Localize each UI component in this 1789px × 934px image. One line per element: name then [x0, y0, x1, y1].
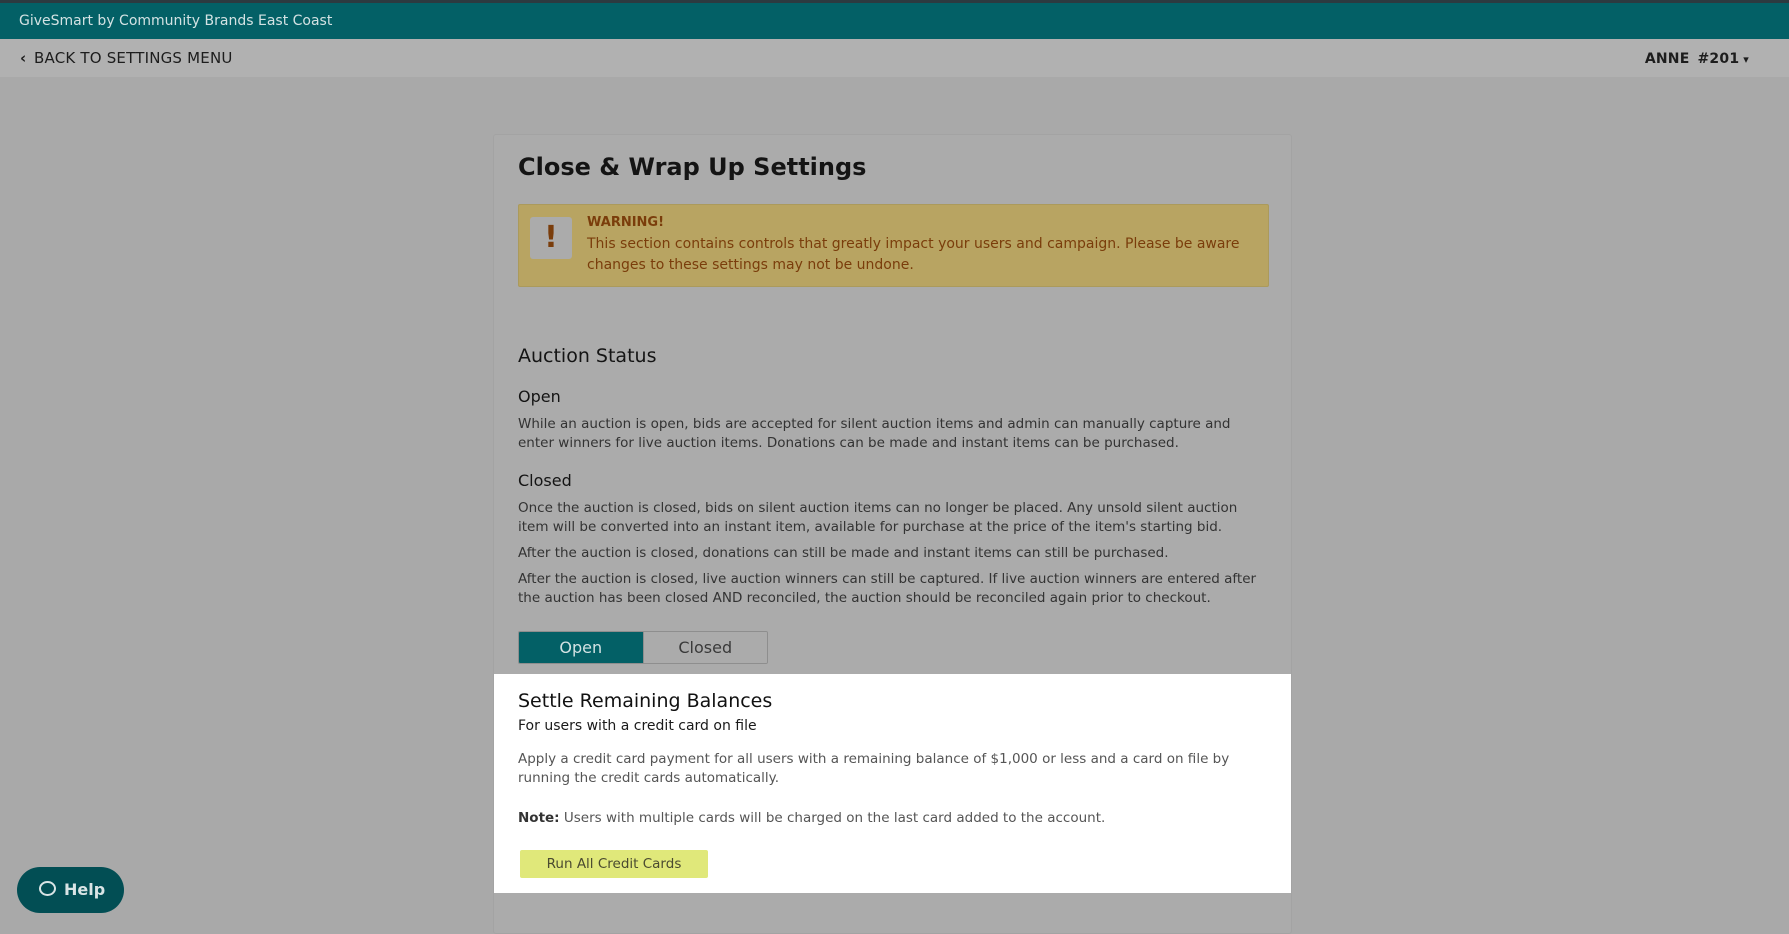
- chat-bubble-icon: [39, 881, 56, 896]
- closed-description-2: After the auction is closed, donations can still be made and instant items can still be purchased.: [518, 545, 1169, 561]
- closed-description-1: Once the auction is closed, bids on silent auction items can no longer be placed. Any unsold silent auction item will be converted into an instant item, available for purchase at the price of the item's starting bid.: [518, 500, 1238, 535]
- page-title: Close & Wrap Up Settings: [518, 153, 867, 181]
- closed-description-3: After the auction is closed, live auction winners can still be captured. If live auction winners are entered after the auction has been closed AND reconciled, the auction should be reconciled again prior to checkout.: [518, 571, 1257, 606]
- note-label: Note:: [518, 810, 560, 826]
- open-heading: Open: [518, 387, 561, 406]
- back-to-settings-link[interactable]: [20, 39, 233, 77]
- exclamation-icon: !: [530, 217, 572, 259]
- closed-heading: Closed: [518, 471, 572, 490]
- user-number: #201: [1697, 51, 1740, 67]
- open-description: While an auction is open, bids are accepted for silent auction items and admin can manually capture and enter winners for live auction items. Donations can be made and instant items can be purchased.: [518, 416, 1231, 451]
- back-link-label: BACK TO SETTINGS MENU: [34, 49, 233, 67]
- sub-navigation: [0, 39, 1789, 77]
- chevron-left-icon: ‹: [20, 49, 27, 67]
- note-text: Users with multiple cards will be charged on the last card added to the account.: [559, 810, 1106, 826]
- auction-status-title: Auction Status: [518, 345, 657, 367]
- user-menu[interactable]: [1645, 39, 1749, 79]
- run-all-credit-cards-button[interactable]: Run All Credit Cards: [520, 850, 708, 878]
- settle-title: Settle Remaining Balances: [518, 690, 773, 712]
- settle-note: [518, 810, 1105, 826]
- auction-status-toggle: [518, 631, 768, 664]
- settle-subtitle: For users with a credit card on file: [518, 718, 757, 734]
- toggle-open-button[interactable]: Open: [519, 632, 643, 663]
- user-name: ANNE: [1644, 51, 1690, 67]
- warning-box: [518, 204, 1269, 287]
- brand-name: GiveSmart by Community Brands East Coast: [19, 13, 333, 29]
- warning-text: This section contains controls that greatly impact your users and campaign. Please be aware changes to these settings may not be undone.: [587, 236, 1240, 273]
- settle-description: Apply a credit card payment for all users with a remaining balance of $1,000 or less and a card on file by running the credit cards automatically.: [518, 751, 1230, 786]
- brand-bar: [0, 3, 1789, 39]
- toggle-closed-button[interactable]: Closed: [643, 632, 768, 663]
- chevron-down-icon: ▾: [1743, 53, 1749, 66]
- settle-balances-card: [494, 674, 1291, 893]
- warning-title: WARNING!: [587, 215, 665, 230]
- help-label: Help: [64, 880, 106, 899]
- help-button[interactable]: [17, 867, 124, 913]
